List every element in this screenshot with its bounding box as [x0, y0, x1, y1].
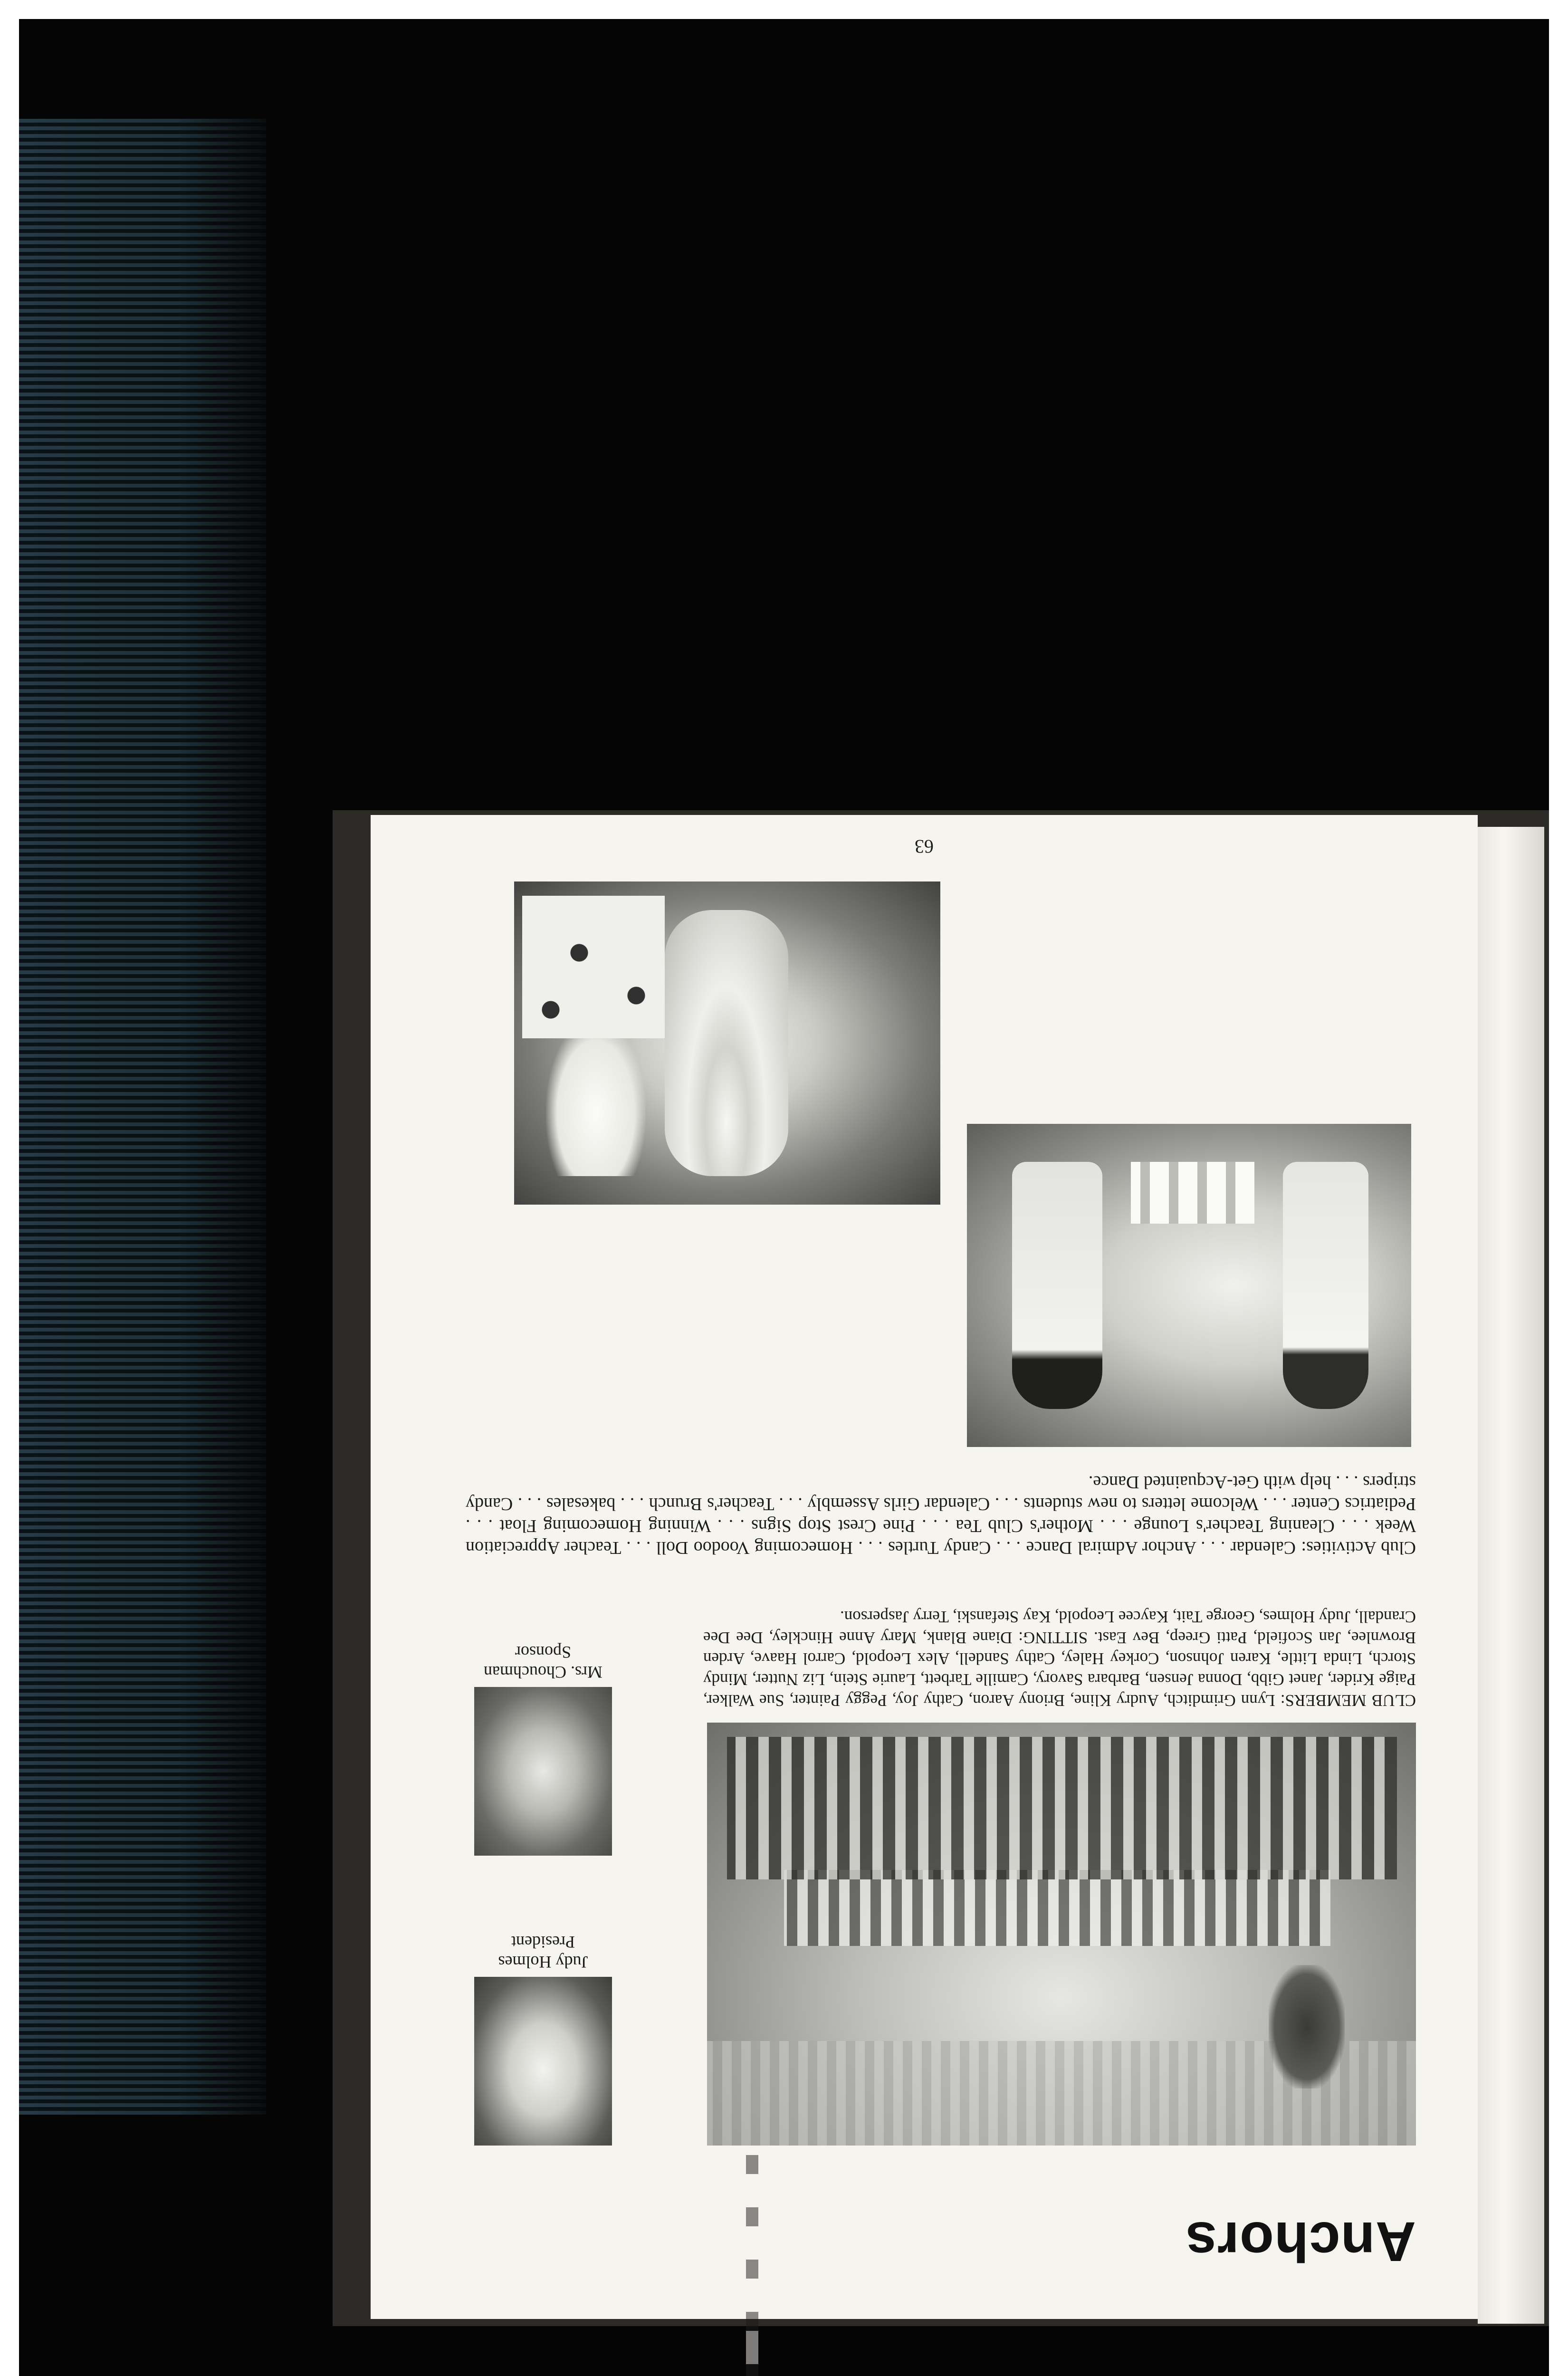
scanner-shadow: [19, 119, 285, 2115]
sponsor-caption: [472, 1642, 614, 1682]
page-content-rotated: [371, 815, 1478, 2319]
president-caption: [472, 1932, 614, 1972]
page-title: Anchors: [1185, 2210, 1416, 2273]
president-portrait: [474, 1977, 612, 2146]
sponsor-portrait: [474, 1687, 612, 1856]
officer-role: Sponsor: [515, 1643, 572, 1662]
group-photo: [707, 1723, 1416, 2146]
club-activities-text: Club Activities: Calendar . . . Anchor Admiral Dance . . . Candy Turtles . . . Homecoming Voodoo Doll . . . Teacher Appreciation Week . . . Cleaning Teacher's Lounge . . . Mother's Club Tea . . . Pine Crest Stop Signs . . . Winning Homecoming Float . . . Pediatrics Center . . . Welcome letters to new students . . . Calendar Girls Assembly . . . Teacher's Brunch . . . bakesales . . . Candy stripers . . . help with Get-Acquainted Dance.: [466, 1472, 1416, 1558]
activity-photo-refreshments: [967, 1124, 1411, 1447]
officer-role: President: [511, 1933, 575, 1952]
yearbook-page: [371, 815, 1478, 2319]
officer-name: Mrs. Chouchman: [484, 1663, 602, 1682]
officer-name: Judy Holmes: [498, 1953, 588, 1972]
club-members-text: CLUB MEMBERS: Lynn Grimditch, Audry Kline, Briony Aaron, Cathy Joy, Peggy Painter, Sue Walker, Paige Krider, Janet Gibb, Donna Jensen, Barbara Savory, Camille Tarbett, Laurie Stein, Liz Nutter, Mindy Storch, Linda Little, Karen Johnson, Corkey Haley, Cathy Sandell, Alex Leopold, Carrol Haave, Arden Brownlee, Jan Scofield, Patti Greep, Bev East. SITTING: Diane Blank, Mary Anne Hinckley, Dee Dee Crandall, Judy Holmes, George Tait, Kaycee Leopold, Kay Stefanski, Terry Jasperson.: [703, 1608, 1416, 1710]
activity-photo-girls: [514, 881, 940, 1205]
page-edge: [1478, 827, 1544, 2324]
page-number: 63: [915, 836, 934, 857]
